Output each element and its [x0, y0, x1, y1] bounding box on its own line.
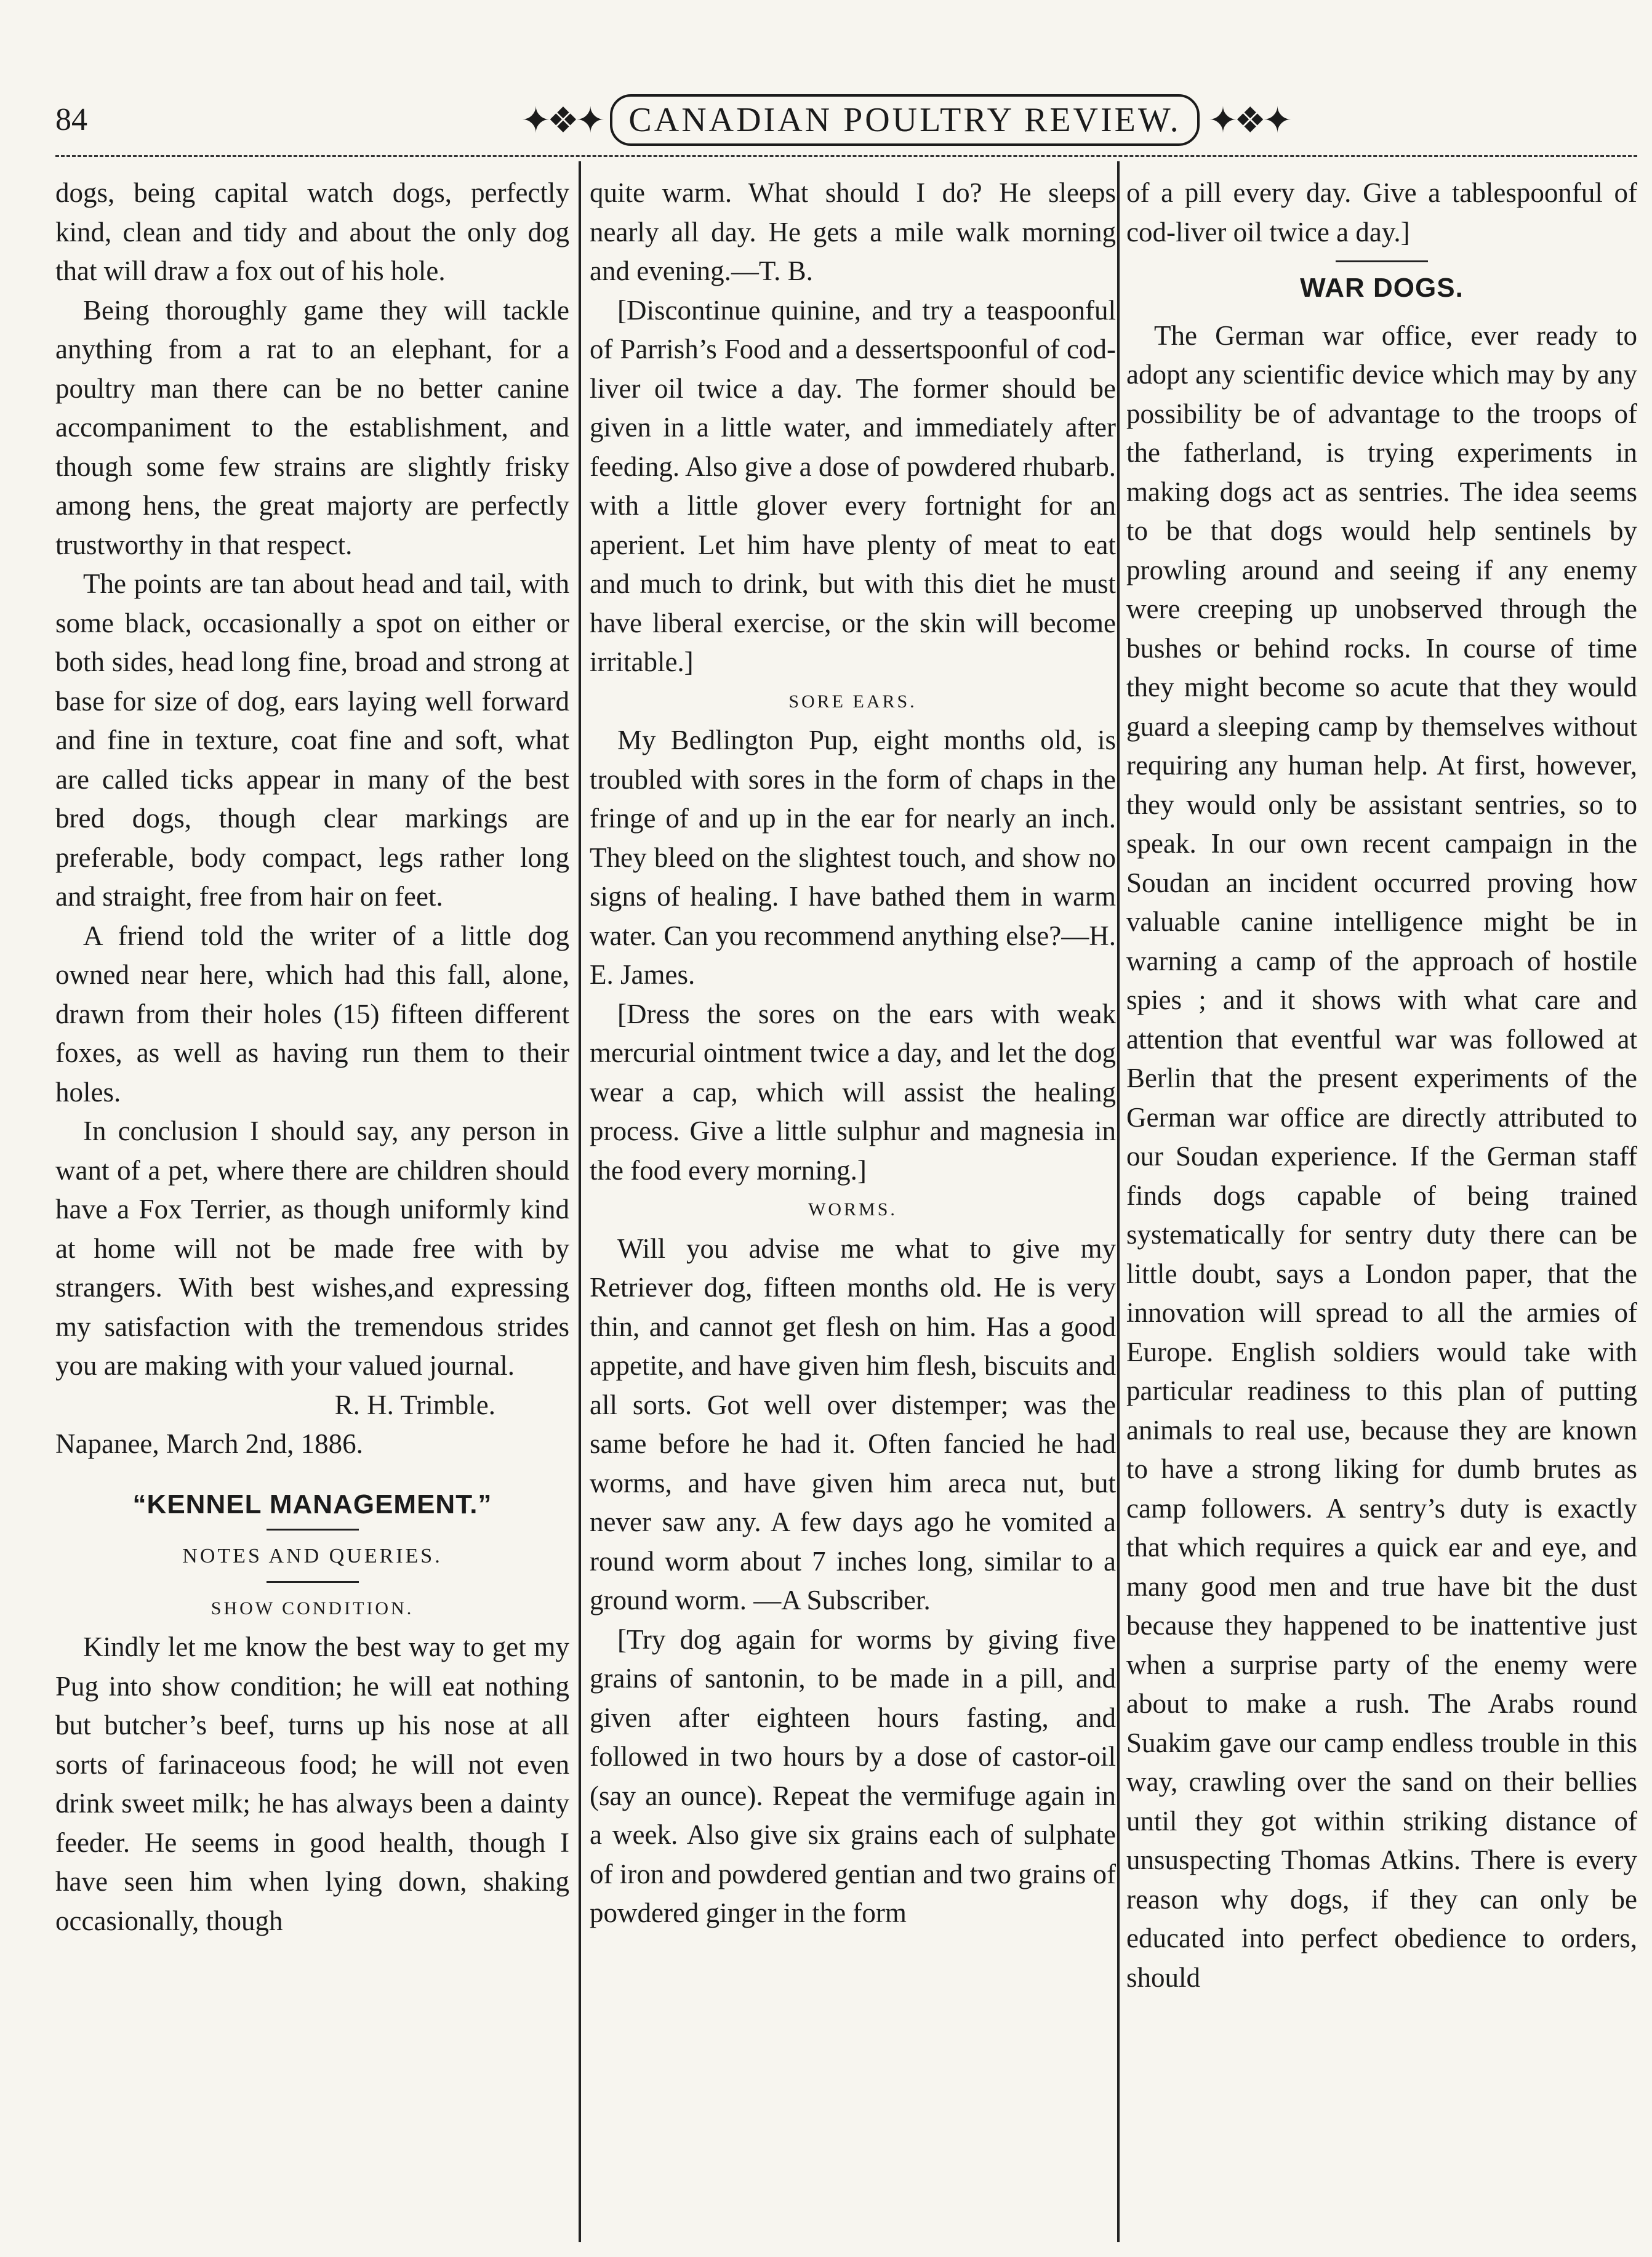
heading-rule: [267, 1581, 359, 1583]
article-subheading: NOTES AND QUERIES.: [182, 1545, 443, 1567]
dateline: Napanee, March 2nd, 1886.: [55, 1428, 363, 1459]
ornament-left-icon: ✦❖✦: [521, 100, 602, 140]
heading-rule: [267, 1529, 359, 1531]
paragraph: [Dress the sores on the ears with weak mercurial ointment twice a day, and let the dog wear a cap, which will assist the healing process. Give a little sulphur and magnesia in the food every morning.]: [590, 998, 1116, 1186]
masthead: [521, 86, 1289, 154]
publication-title: CANADIAN POULTRY REVIEW.: [610, 94, 1199, 146]
paragraph: The points are tan about head and tail, with some black, occasionally a spot on either or both sides, head long fine, broad and strong at base for size of dog, ears laying well forward and fine in texture, coat fine and soft, what are called ticks appear in many of the best bred dogs, though clear markings are preferable, body compact, legs rather long and straight, free from hair on feet.: [55, 568, 569, 912]
page-number: 84: [55, 102, 87, 137]
paragraph: Kindly let me know the best way to get my Pug into show condition; he will eat nothing but butcher’s beef, turns up his nose at all sorts of farinaceous food; he will not even drink sweet milk; he has always been a dainty feeder. He seems in good health, though I have seen him when lying down, shaking occasionally, though: [55, 1631, 569, 1936]
column-1: [55, 174, 569, 2230]
paragraph: [Try dog again for worms by giving five grains of santonin, to be made in a pill, and given after eighteen hours fasting, and followed in two hours by a dose of castor-oil (say an ounce). Repeat the vermifuge again in a week. Also give six grains each of sulphate of iron and powdered gentian and two grains of powdered ginger in the form: [590, 1623, 1116, 1928]
header-rule: [55, 155, 1637, 157]
paragraph: of a pill every day. Give a tablespoonful of cod-liver oil twice a day.]: [1126, 177, 1637, 247]
column-divider-2: [1117, 161, 1120, 2242]
section-heading: SHOW CONDITION.: [211, 1598, 414, 1619]
paragraph: A friend told the writer of a little dog owned near here, which had this fall, alone, drawn from their holes (15) fifteen different foxes, as well as having run them to their holes.: [55, 920, 569, 1108]
column-3: [1126, 174, 1637, 2230]
section-heading: WORMS.: [808, 1199, 897, 1220]
ornament-right-icon: ✦❖✦: [1208, 100, 1289, 140]
section-heading: SORE EARS.: [788, 691, 917, 712]
heading-rule: [1336, 260, 1428, 262]
paragraph: quite warm. What should I do? He sleeps nearly all day. He gets a mile walk morning and evening.—T. B.: [590, 177, 1116, 286]
paragraph: In conclusion I should say, any person in want of a pet, where there are children should have a Fox Terrier, as though uniformly kind at home will not be made free with by strangers. With best wishes,and expressing my satisfaction with the tremendous strides you are making with your valued journal.: [55, 1116, 569, 1381]
paragraph: dogs, being capital watch dogs, perfectly kind, clean and tidy and about the only dog that will draw a fox out of his hole.: [55, 177, 569, 286]
paragraph: My Bedlington Pup, eight months old, is troubled with sores in the form of chaps in the fringe of and up in the ear for nearly an inch. They bleed on the slightest touch, and show no signs of healing. I have bathed them in warm water. Can you recommend anything else?—H. E. James.: [590, 725, 1116, 990]
article-heading: “KENNEL MANAGEMENT.”: [132, 1489, 492, 1519]
paragraph: Will you advise me what to give my Retriever dog, fifteen months old. He is very thin, and cannot get flesh on him. Has a good appetite, and have given him flesh, biscuits and all sorts. Got well over distemper; was the same before he had it. Often fancied he had worms, and have given him areca nut, but never saw any. A few days ago he vomited a round worm about 7 inches long, similar to a ground worm. —A Subscriber.: [590, 1233, 1116, 1615]
paragraph: [Discontinue quinine, and try a teaspoonful of Parrish’s Food and a dessertspoonful of cod-liver oil twice a day. The former should be given in a little water, and immediately after feeding. Also give a dose of powdered rhubarb. with a little glover every fortnight for an aperient. Let him have plenty of meat to eat and much to drink, but with this diet he must have liberal exercise, or the skin will become irritable.]: [590, 294, 1116, 677]
author-signature: R. H. Trimble.: [334, 1389, 495, 1420]
column-2: [590, 174, 1116, 2230]
article-heading: WAR DOGS.: [1300, 273, 1464, 303]
column-divider-1: [579, 161, 581, 2242]
paragraph: Being thoroughly game they will tackle anything from a rat to an elephant, for a poultry man there can be no better canine accompaniment to the establishment, and though some few strains are slightly frisky among hens, the great majorty are perfectly trustworthy in that respect.: [55, 294, 569, 560]
paragraph: The German war office, ever ready to adopt any scientific device which may by any possibility be of advantage to the troops of the fatherland, is trying experiments in making dogs act as sentries. The idea seems to be that dogs would help sentinels by prowling around and seeing if any enemy were creeping up unobserved through the bushes or behind rocks. In course of time they might become so acute that they would guard a sleeping camp by themselves without requiring any human help. At first, however, they would only be assistant sentries, so to speak. In our own recent campaign in the Soudan an incident occurred proving how valuable canine intelligence might be in warning a camp of the approach of hostile spies ; and it shows with what care and attention that eventful war was followed at Berlin that the present experiments of the German war office are directly attributed to our Soudan experience. If the German staff finds dogs capable of being trained systematically for sentry duty there can be little doubt, says a London paper, that the innovation will spread to all the armies of Europe. English soldiers would take with particular readiness to this plan of putting animals to real use, because they are known to have a strong liking for dumb brutes as camp followers. A sentry’s duty is exactly that which requires a quick ear and eye, and many good men and true have bit the dust because they happened to be inattentive just when a surprise party of the enemy were about to make a rush. The Arabs round Suakim gave our camp endless trouble in this way, crawling over the sand on their bellies until they got within striking distance of unsuspecting Thomas Atkins. There is every reason why dogs, if they can only be educated into perfect obedience to orders, should: [1126, 320, 1637, 1993]
